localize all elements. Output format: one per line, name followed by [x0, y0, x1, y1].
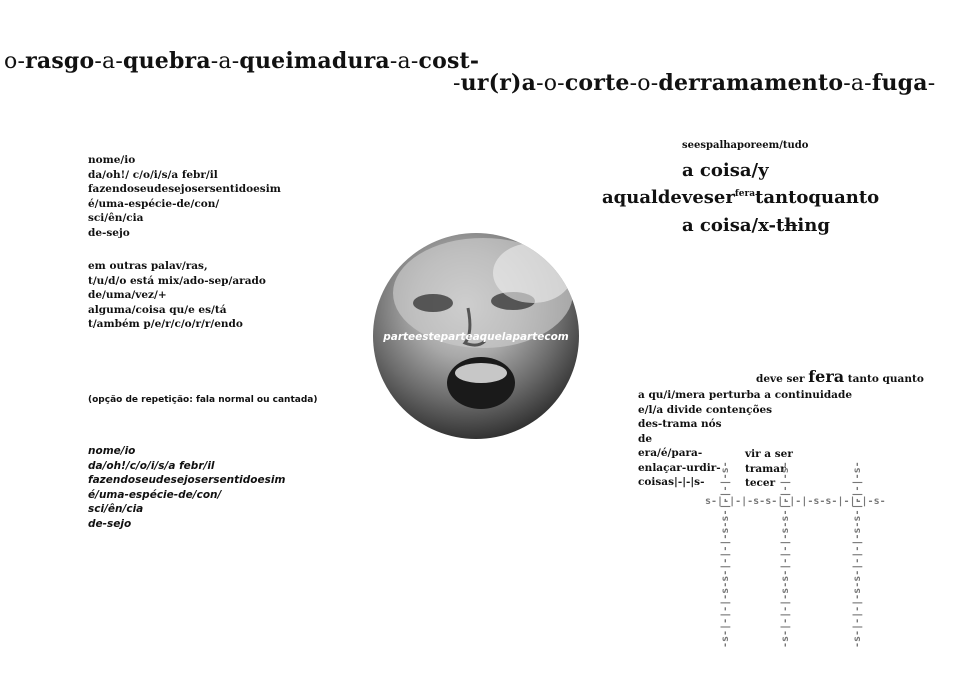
text-part: a coisa/x-t — [682, 215, 785, 236]
weave-vertical-column-3: -s-|-|-|-s-s-|-|-|-s-s-|-|-|-s- — [852, 461, 863, 648]
headline-segment: cost- — [418, 48, 480, 74]
headline-line-2 — [453, 70, 935, 96]
verse-line: de — [638, 432, 653, 445]
verse-line: da/oh!/ c/o/i/s/a febr/il — [88, 168, 218, 181]
headline-segment: - — [927, 71, 936, 96]
circle-overlay-text: parteesteparteaquelapartecom — [383, 331, 569, 343]
left-verse-block-2 — [88, 259, 266, 332]
verse-line: alguma/coisa qu/e es/tá — [88, 303, 227, 316]
right-line-coisa-y: a coisa/y — [682, 160, 769, 181]
headline-segment: -o- — [629, 71, 659, 96]
verse-line: em outras palav/ras, — [88, 260, 208, 272]
left-verse-block-3 — [88, 444, 285, 531]
right-line-coisa-x — [682, 215, 830, 236]
verse-line: t/ambém p/e/r/c/o/r/r/endo — [88, 318, 243, 330]
verse-line: enlaçar-urdir- — [638, 461, 721, 474]
struck-letter: h — [784, 215, 798, 236]
superscript-fera: fera — [734, 189, 756, 199]
headline-segment: -a- — [843, 71, 872, 96]
verse-line: de-sejo — [88, 226, 130, 239]
verse-line: nome/io — [88, 445, 136, 457]
text-part: aqualdeveser — [602, 187, 735, 208]
verse-line: vir a ser — [745, 448, 793, 460]
verse-line: e/l/a divide contenções — [638, 403, 773, 416]
verse-line: é/uma-espécie-de/con/ — [88, 488, 222, 501]
fera-emphasis: fera — [808, 367, 845, 386]
verse-line: da/oh!/c/o/i/s/a febr/il — [88, 459, 215, 472]
verse-line: sci/ên/cia — [88, 212, 144, 224]
headline-line-1 — [4, 48, 479, 74]
headline-segment: -a- — [94, 49, 123, 74]
repetition-note: (opção de repetição: fala normal ou cantada) — [88, 395, 318, 405]
verse-line: de/uma/vez/+ — [88, 289, 167, 301]
verse-line: é/uma-espécie-de/con/ — [88, 197, 220, 210]
headline-segment: o- — [4, 49, 26, 74]
headline-segment: -o- — [536, 71, 565, 96]
verse-line: tecer — [745, 477, 776, 489]
headline-segment: derramamento — [658, 70, 844, 96]
deve-ser-fera-line — [756, 367, 924, 387]
verse-line: coisas|-|-|s- — [638, 476, 705, 488]
weave-vertical-column-1: -s-|-|-|-s-s-|-|-|-s-s-|-|-|-s- — [720, 461, 731, 648]
text-part: ing — [797, 215, 830, 236]
headline-segment: fuga — [871, 70, 928, 96]
headline-segment: queimadura — [239, 48, 390, 74]
text-part: tantoquanto — [755, 187, 880, 208]
headline-segment: corte — [564, 70, 630, 96]
circular-face-photo — [373, 233, 579, 439]
left-verse-block-1 — [88, 153, 281, 240]
headline-segment: rasgo — [25, 48, 95, 74]
headline-segment: quebra — [122, 48, 211, 74]
verse-line: a qu/i/mera perturba a continuidade — [638, 389, 852, 401]
headline-segment: -a- — [389, 49, 419, 74]
right-line-deveser — [602, 187, 879, 208]
headline-segment: ur(r)a — [460, 70, 537, 96]
verse-line: de-sejo — [88, 517, 132, 530]
verse-line: tramar — [745, 462, 786, 475]
right-small-line: seespalhaporeem/tudo — [682, 140, 809, 151]
verse-line: era/é/para- — [638, 447, 703, 459]
headline-segment: -a- — [210, 49, 240, 74]
weave-horizontal-row: s-|-|-|-s-s-|-|-|-s-s-|-|-|-s- — [705, 496, 886, 507]
verse-line: des-trama nós — [638, 418, 722, 430]
verse-line: fazendoseudesejosersentidoesim — [88, 474, 286, 486]
verse-line: fazendoseudesejosersentidoesim — [88, 183, 281, 195]
verse-line: sci/ên/cia — [88, 503, 144, 515]
text-part: tanto quanto — [844, 373, 924, 385]
weave-vertical-column-2: -s-|-|-|-s-s-|-|-|-s-s-|-|-|-s- — [780, 461, 791, 648]
verse-line: t/u/d/o está mix/ado-sep/arado — [88, 274, 266, 287]
text-part: deve ser — [756, 373, 809, 385]
verse-line: nome/io — [88, 154, 136, 166]
headline-segment: - — [453, 71, 461, 96]
